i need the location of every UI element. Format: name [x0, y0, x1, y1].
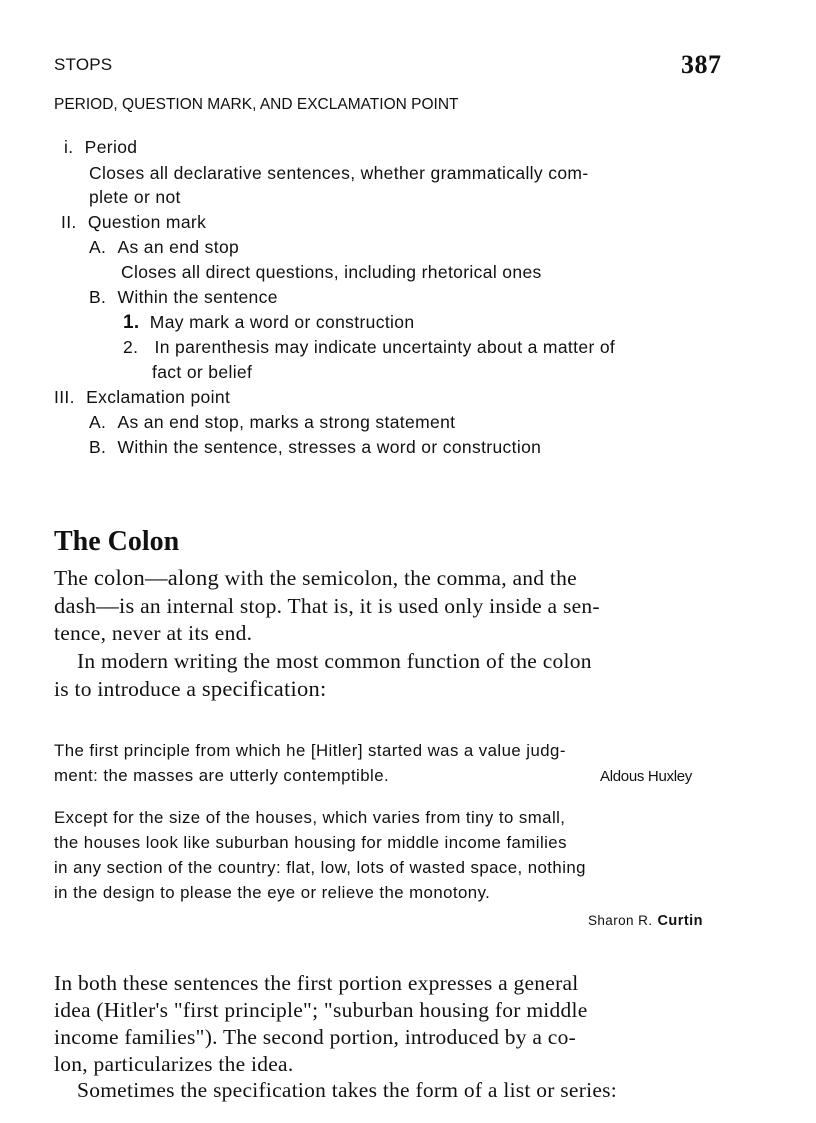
- outline-numeral: i.: [64, 137, 74, 157]
- quote-line: The first principle from which he [Hitler] started was a value judg-: [54, 741, 566, 760]
- outline-numeral: II.: [61, 212, 77, 232]
- outline-text: Within the sentence, stresses a word or construction: [117, 437, 542, 457]
- quote-line: the houses look like suburban housing for middle income families: [54, 833, 567, 852]
- outline-letter: A.: [89, 412, 107, 432]
- outline-label: Exclamation point: [86, 387, 231, 407]
- attribution-first: Sharon R.: [588, 913, 653, 928]
- outline-text: In parenthesis may indicate uncertainty about a matter of: [154, 337, 616, 357]
- outline-numeral: III.: [54, 387, 75, 407]
- paragraph-line: lon, particularizes the idea.: [54, 1052, 294, 1076]
- outline-desc-line: Closes all direct questions, including rhetorical ones: [121, 262, 542, 282]
- outline-text: fact or belief: [152, 362, 253, 382]
- paragraph-line: tence, never at its end.: [54, 621, 253, 645]
- quote-attribution: Aldous Huxley: [600, 768, 692, 785]
- outline-label: As an end stop: [117, 237, 240, 257]
- outline-text: May mark a word or construction: [149, 312, 415, 332]
- outline-subitem: [89, 437, 541, 457]
- text-run: with the semicolon, the comma, and the: [219, 566, 577, 590]
- quote-line: in the design to please the eye or relieve the monotony.: [54, 883, 491, 902]
- outline-number: 1.: [123, 312, 140, 333]
- paragraph-line: income families"). The second portion, introduced by a co-: [54, 1025, 577, 1049]
- outline-subitem: [89, 237, 239, 257]
- section-title: The Colon: [54, 526, 180, 557]
- outline-item-exclamation-point: [54, 387, 230, 407]
- quote-line: ment: the masses are utterly contemptible.: [54, 766, 390, 785]
- term-specification: specification:: [201, 676, 327, 701]
- paragraph-line: In modern writing the most common function of the colon: [77, 649, 592, 673]
- paragraph-line: [54, 593, 600, 619]
- text-run: is to introduce a: [54, 677, 202, 701]
- outline-number: 2.: [123, 337, 139, 357]
- outline-item-question-mark: [61, 212, 206, 232]
- text-run: The: [54, 566, 94, 590]
- text-run: an internal stop. That is, it is used only inside a sen-: [134, 594, 600, 618]
- outline-item-period: [64, 137, 137, 157]
- paragraph-line: Sometimes the specification takes the form of a list or series:: [77, 1078, 617, 1102]
- quote-attribution: [588, 910, 703, 931]
- attribution-last: Curtin: [657, 913, 703, 929]
- section-subhead: PERIOD, QUESTION MARK, AND EXCLAMATION POINT: [54, 96, 459, 113]
- paragraph-line: [54, 565, 577, 591]
- outline-letter: A.: [89, 237, 107, 257]
- quote-line: in any section of the country: flat, low, lots of wasted space, nothing: [54, 858, 586, 877]
- outline-label: Question mark: [87, 212, 207, 232]
- term-colon: colon—along: [93, 565, 220, 590]
- outline-label: Period: [84, 137, 138, 157]
- paragraph-line: idea (Hitler's "first principle"; "suburban housing for middle: [54, 998, 588, 1022]
- outline-numbered-item: [123, 312, 414, 333]
- paragraph-line: In both these sentences the first portion expresses a general: [54, 971, 579, 995]
- outline-desc-line: Closes all declarative sentences, whether grammatically com-: [89, 163, 589, 183]
- outline-label: Within the sentence: [117, 287, 278, 307]
- paragraph-line: [54, 676, 327, 702]
- outline-letter: B.: [89, 287, 107, 307]
- quote-line: Except for the size of the houses, which varies from tiny to small,: [54, 808, 566, 827]
- outline-desc-line: plete or not: [89, 187, 181, 207]
- outline-letter: B.: [89, 437, 107, 457]
- outline-text: As an end stop, marks a strong statement: [117, 412, 456, 432]
- outline-numbered-item: [123, 337, 615, 357]
- page-number: 387: [681, 50, 722, 79]
- running-head: STOPS: [54, 55, 113, 74]
- term-dash: dash—is: [54, 593, 135, 618]
- outline-subitem: [89, 287, 278, 307]
- outline-subitem: [89, 412, 455, 432]
